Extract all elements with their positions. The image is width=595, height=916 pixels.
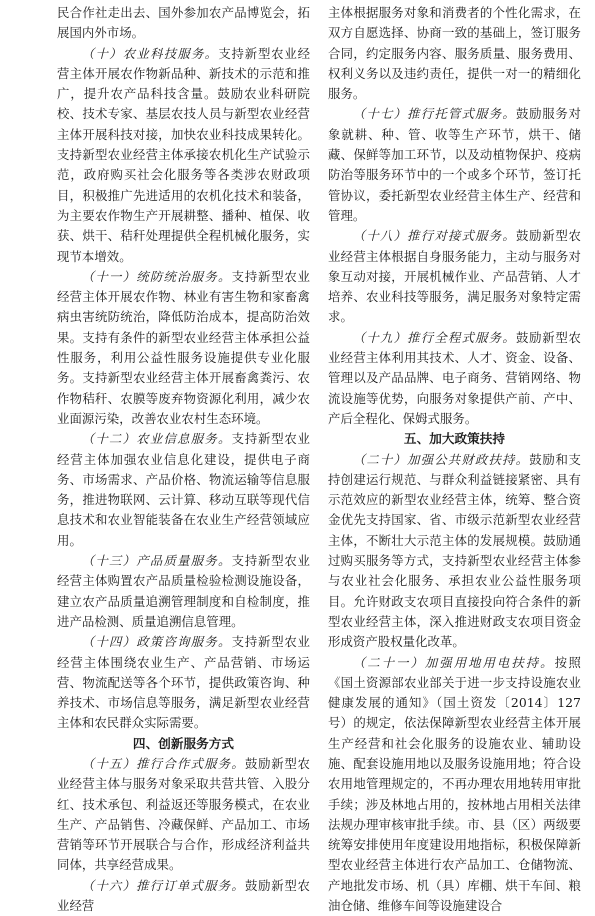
paragraph-order-service (57, 876, 310, 916)
paragraph-pest-control-service (57, 267, 310, 429)
paragraph-continuation: 民合作社走出去、国外参加农产品博览会，拓展国内外市场。 (57, 3, 310, 44)
paragraph-land-power-support (328, 653, 581, 916)
paragraph-body: 支持新型农业经营主体购置农产品质量检验检测设施设备，建立农产品质量追溯管理制度和自检制度，推进产品检测、质量追溯信息管理。 (57, 553, 310, 629)
paragraph-heading: （十二）农业信息服务。 (82, 432, 232, 446)
paragraph-heading: （十）农业科技服务。 (82, 47, 219, 61)
paragraph-body: 支持新型农业经营主体开展农作物、林业有害生物和家畜禽病虫害统防统治，降低防治成本，提高防治效果。支持有条件的新型农业经营主体承担公益性服务，利用公益性服务设施提供专业化服务。支持新型农业经营主体开展畜禽粪污、农作物秸秆、农膜等废弃物资源化利用，减少农业面源污染，改善农业农村生态环境。 (57, 269, 310, 426)
paragraph-heading: （十七）推行托管式服务。 (353, 107, 516, 121)
section-heading-policy-support: 五、加大政策扶持 (328, 429, 581, 449)
paragraph-docking-service (328, 226, 581, 327)
paragraph-body: 鼓励和支持创建运行规范、与群众利益链接紧密、具有示范效应的新型农业经营主体，统筹、整合资金优先支持国家、省、市级示范新型农业经营主体，不断壮大示范主体的发展规模。鼓励通过购买服务等方式，支持新型农业经营主体参与农业社会化服务、承担农业公益性服务项目。允许财政支农项目直接投向符合条件的新型农业经营主体，深入推进财政支农项目资金形成资产股权量化改革。 (328, 452, 581, 650)
paragraph-heading: （十九）推行全程式服务。 (353, 331, 516, 345)
paragraph-body: 鼓励新型农业经营主体根据自身服务能力，主动与服务对象互动对接，开展机械作业、产品营销、人才培养、农业科技等服务，满足服务对象特定需求。 (328, 228, 581, 324)
paragraph-info-service (57, 429, 310, 551)
paragraph-full-process-service (328, 328, 581, 429)
paragraph-body: 鼓励服务对象就耕、种、管、收等生产环节，烘干、储藏、保鲜等加工环节，以及动植物保护、疫病防治等服务环节中的一个或多个环节，签订托管协议，委托新型农业经营主体生产、经营和管理。 (328, 106, 581, 222)
paragraph-body: 支持新型农业经营主体加强农业信息化建设，提供电子商务、市场需求、产品价格、物流运输等信息服务，推进物联网、云计算、移动互联等现代信息技术和农业智能装备在农业生产经营领域应用。 (57, 431, 310, 547)
right-column (328, 3, 581, 916)
paragraph-heading: （十一）统防统治服务。 (82, 270, 232, 284)
paragraph-heading: （二十一）加强用地用电扶持。 (353, 656, 555, 670)
paragraph-body: 支持新型农业经营主体开展农作物新品种、新技术的示范和推广，提升农产品科技含量。鼓励农业科研院校、技术专家、基层农技人员与新型农业经营主体开展科技对接，加快农业科技成果转化。支持新型农业经营主体承接农机化生产试验示范，政府购买社会化服务等各类涉农财政项目，积极推广先进适用的农机化技术和装备，为主要农作物生产开展耕整、播种、植保、收获、烘干、秸秆处理提供全程机械化服务，实现节本增效。 (57, 46, 310, 264)
section-heading-innovate-service: 四、创新服务方式 (57, 734, 310, 754)
paragraph-trusteeship-service (328, 104, 581, 226)
paragraph-body: 鼓励新型农业经营 (57, 878, 310, 913)
paragraph-agri-tech-service (57, 44, 310, 267)
paragraph-fiscal-support (328, 450, 581, 653)
paragraph-body: 鼓励新型农业经营主体与服务对象采取共营共管、入股分红、技术承包、利益返还等服务模式，在农业生产、产品销售、冷藏保鲜、产品加工、市场营销等环节开展联合与合作，形成经济利益共同体，共享经营成果。 (57, 756, 310, 872)
paragraph-quality-service (57, 551, 310, 632)
paragraph-body: 支持新型农业经营主体围绕农业生产、产品营销、市场运营、物流配送等各个环节，提供政策咨询、种养技术、市场信息等服务，满足新型农业经营主体和农民群众实际需要。 (57, 634, 310, 730)
paragraph-body: 按照《国土资源部农业部关于进一步支持设施农业健康发展的通知》（国土资发〔2014〕127号）的规定，依法保障新型农业经营主体开展生产经营和社会化服务的设施农业、辅助设施、配套设施用地以及服务设施用地；符合设农用地管理规定的，不再办理农用地转用审批手续；涉及林地占用的，按林地占用相关法律法规办理审核审批手续。市、县（区）两级要统筹安排使用年度建设用地指标，积极保障新型农业经营主体进行农产品加工、仓储物流、产地批发市场、机（具）库棚、烘干车间、粮油仓储、维修车间等设施建设合 (328, 655, 581, 914)
paragraph-body: 鼓励新型农业经营主体利用其技术、人才、资金、设备、管理以及产品品牌、电子商务、营销网络、物流设施等优势，向服务对象提供产前、产中、产后全程化、保姆式服务。 (328, 330, 581, 426)
paragraph-heading: （十三）产品质量服务。 (82, 554, 232, 568)
paragraph-policy-consulting (57, 632, 310, 733)
left-column (57, 3, 310, 916)
paragraph-continuation: 主体根据服务对象和消费者的个性化需求，在双方自愿选择、协商一致的基础上，签订服务合同，约定服务内容、服务质量、服务费用、权利义务以及违约责任，提供一对一的精细化服务。 (328, 3, 581, 104)
paragraph-heading: （十五）推行合作式服务。 (82, 757, 245, 771)
paragraph-heading: （十八）推行对接式服务。 (353, 229, 516, 243)
paragraph-heading: （十六）推行订单式服务。 (82, 879, 245, 893)
paragraph-cooperative-service (57, 754, 310, 876)
paragraph-heading: （二十）加强公共财政扶持。 (353, 453, 529, 467)
paragraph-heading: （十四）政策咨询服务。 (82, 635, 232, 649)
